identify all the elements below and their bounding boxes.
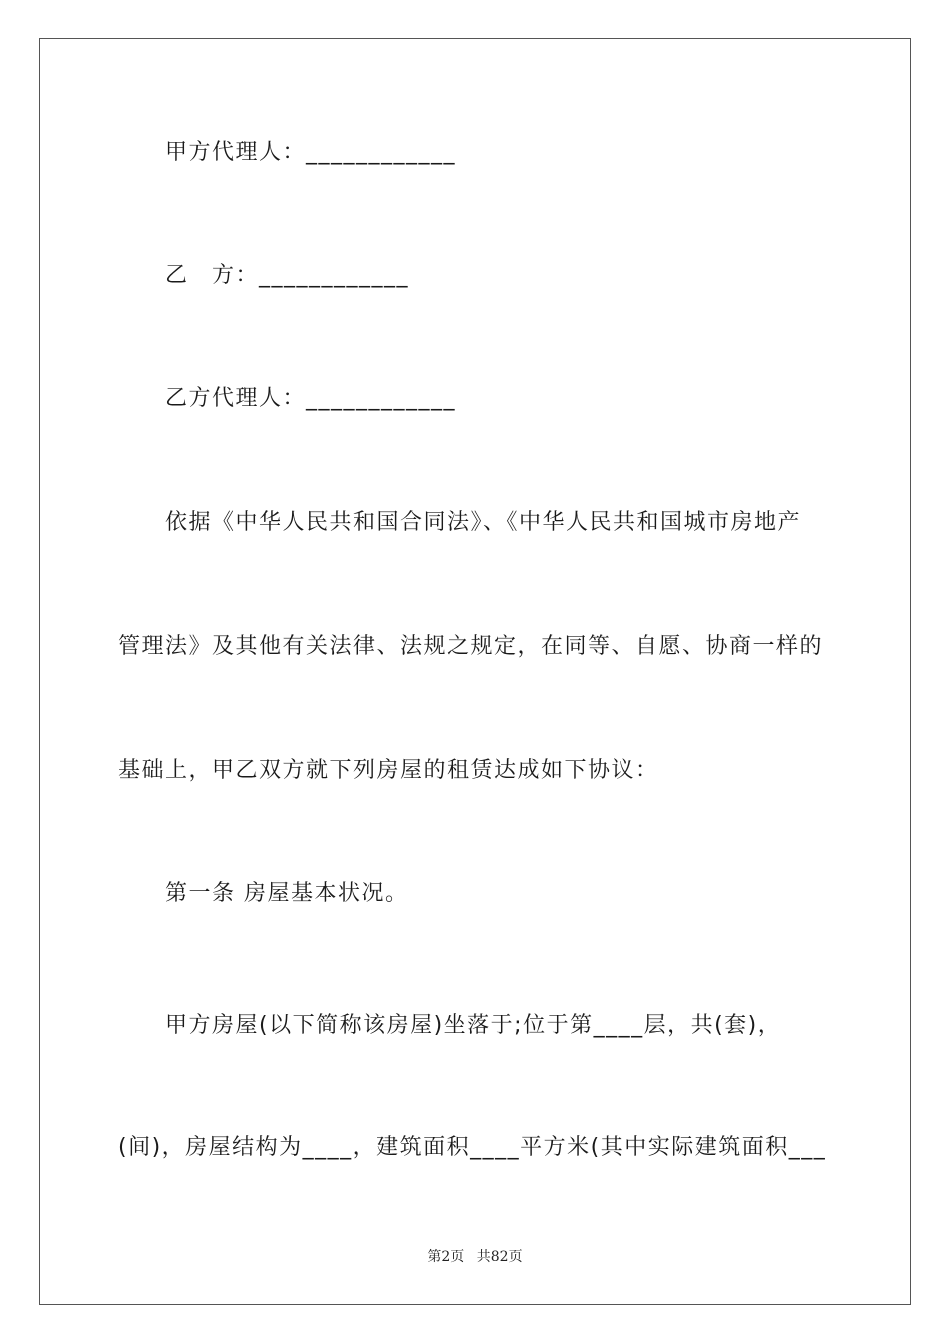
party-b-line: 乙 方：____________: [165, 263, 410, 288]
paragraph-line: 依据《中华人民共和国合同法》、《中华人民共和国城市房地产: [165, 510, 802, 535]
paragraph-line: (间)，房屋结构为____，建筑面积____平方米(其中实际建筑面积___: [118, 1135, 827, 1160]
party-b-agent-line: 乙方代理人：____________: [165, 386, 457, 411]
paragraph-line: 基础上，甲乙双方就下列房屋的租赁达成如下协议：: [118, 758, 659, 783]
paragraph-line: 管理法》及其他有关法律、法规之规定，在同等、自愿、协商一样的: [118, 634, 824, 659]
page-footer: [0, 1247, 950, 1267]
page-border: [39, 38, 911, 1305]
paragraph-line: 甲方房屋(以下简称该房屋)坐落于;位于第____层，共(套)，: [165, 1013, 782, 1038]
party-a-agent-line: 甲方代理人：____________: [165, 140, 457, 165]
page-number: 第2页: [427, 1249, 465, 1265]
total-pages: 共82页: [476, 1249, 523, 1265]
article-heading: 第一条 房屋基本状况。: [165, 881, 409, 906]
